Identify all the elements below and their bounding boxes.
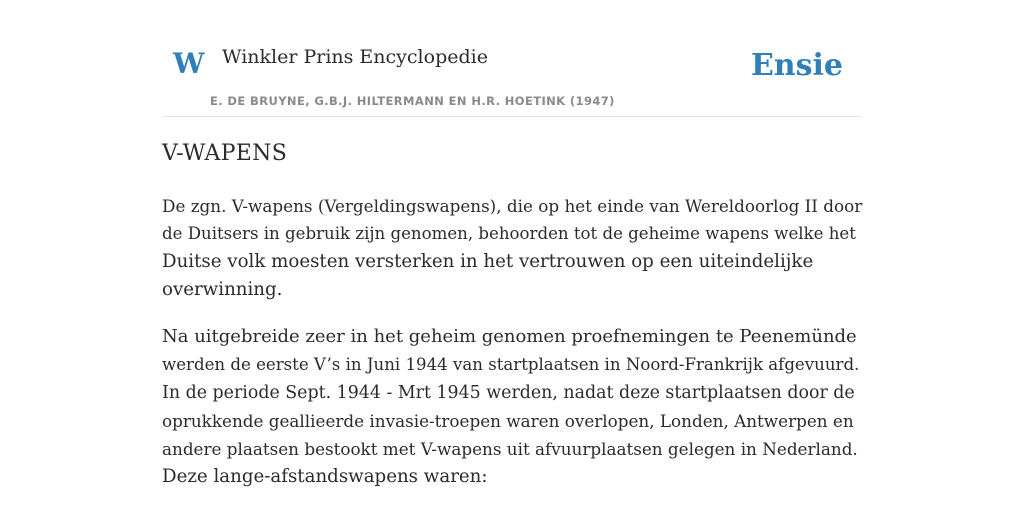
source-title-link[interactable]: Winkler Prins Encyclopedie [222,46,488,68]
source-logo[interactable]: W [173,47,205,80]
paragraph-line: In de periode Sept. 1944 - Mrt 1945 werden, nadat deze startplaatsen door de [162,383,855,403]
paragraph-line: andere plaatsen bestookt met V-wapens uit afvuurplaatsen gelegen in Nederland. [162,439,858,459]
article-title: V-WAPENS [162,141,288,166]
paragraph-line: de Duitsers in gebruik zijn genomen, behoorden tot de geheime wapens welke het [162,224,856,243]
paragraph-line: Na uitgebreide zeer in het geheim genomen proefnemingen te Peenemünde [162,326,857,347]
source-authors: E. DE BRUYNE, G.B.J. HILTERMANN EN H.R. HOETINK (1947) [210,94,615,108]
source-header [162,0,862,117]
paragraph-line: De zgn. V-wapens (Vergeldingswapens), die op het einde van Wereldoorlog II door [162,196,863,216]
ensie-logo-link[interactable]: Ensie [750,48,843,83]
paragraph-line: Deze lange-afstandswapens waren: [162,466,488,487]
paragraph-line: oprukkende geallieerde invasie-troepen waren overlopen, Londen, Antwerpen en [162,411,854,431]
paragraph-line: overwinning. [162,279,283,300]
article-paragraph [162,192,862,304]
article-paragraph [162,323,862,491]
paragraph-line: Duitse volk moesten versterken in het vertrouwen op een uiteindelijke [162,251,814,272]
page [162,0,862,512]
paragraph-line: werden de eerste V’s in Juni 1944 van startplaatsen in Noord-Frankrijk afgevuurd. [162,355,860,374]
